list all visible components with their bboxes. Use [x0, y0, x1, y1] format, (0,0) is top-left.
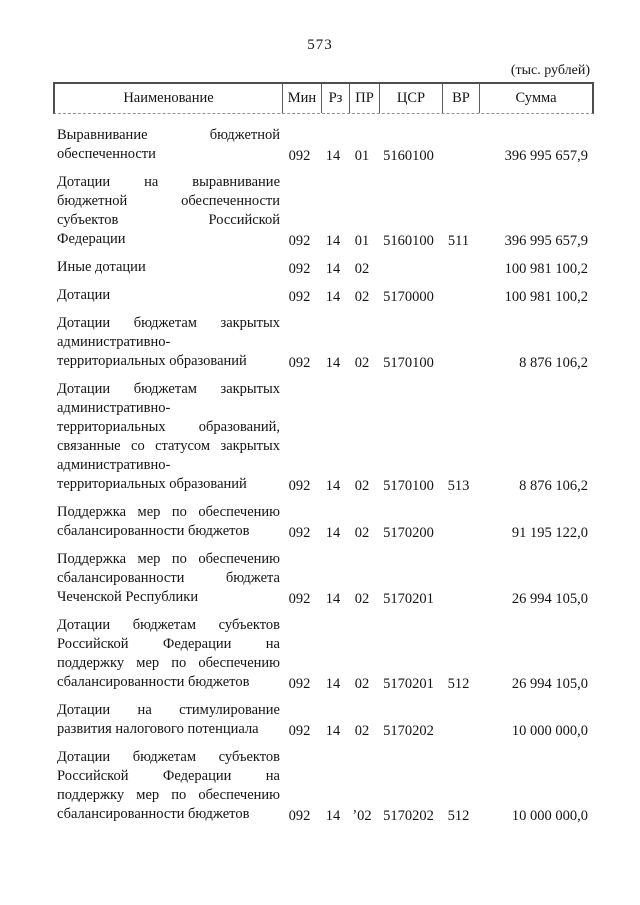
table-row [53, 550, 590, 607]
row-csr-cell: 5170100 [383, 355, 434, 371]
row-name-line: административно- [57, 400, 171, 416]
table-body [53, 114, 590, 824]
row-csr-cell: 5170100 [383, 478, 434, 494]
row-sum-cell: 396 995 657,9 [504, 233, 588, 249]
row-pr-cell: ʼ02 [352, 808, 372, 824]
row-rz-cell: 14 [325, 478, 341, 494]
table-header-row [53, 82, 594, 114]
row-pr-cell: 02 [354, 676, 370, 692]
row-rz-cell: 14 [325, 148, 341, 164]
table-row [53, 173, 590, 249]
row-name-line: Дотации [57, 287, 111, 303]
row-rz-cell: 14 [325, 723, 341, 739]
row-min-cell: 092 [288, 233, 311, 249]
row-csr-cell: 5170000 [383, 289, 434, 305]
row-rz-cell: 14 [325, 676, 341, 692]
row-sum-cell: 26 994 105,0 [511, 591, 588, 607]
row-name-line: Иные дотации [57, 259, 146, 275]
row-name-line: Дотации на стимулирование [57, 702, 280, 718]
row-name-line: территориальных образований, [57, 419, 280, 435]
row-pr-cell: 01 [354, 148, 370, 164]
row-name-line: поддержку мер по обеспечению [57, 787, 280, 803]
row-name-line: сбалансированности бюджетов [57, 674, 250, 690]
row-rz-cell: 14 [325, 261, 341, 277]
table-row [53, 748, 590, 824]
row-name-line: Чеченской Республики [57, 589, 199, 605]
row-min-cell: 092 [288, 148, 311, 164]
budget-table [53, 82, 594, 824]
row-name-line: Дотации на выравнивание [57, 174, 280, 190]
table-row [53, 258, 590, 277]
row-min-cell: 092 [288, 676, 311, 692]
column-header-pr: ПР [349, 84, 379, 113]
row-name-cell [53, 550, 280, 607]
row-name-line: обеспеченности [57, 146, 156, 162]
row-name-cell [53, 286, 280, 305]
row-rz-cell: 14 [325, 355, 341, 371]
row-sum-cell: 10 000 000,0 [511, 723, 588, 739]
row-sum-cell: 8 876 106,2 [519, 478, 588, 494]
row-pr-cell: 02 [354, 355, 370, 371]
row-name-line: сбалансированности бюджетов [57, 806, 250, 822]
row-name-line: Выравнивание бюджетной [57, 127, 280, 143]
row-pr-cell: 02 [354, 723, 370, 739]
row-rz-cell: 14 [325, 525, 341, 541]
row-name-line: поддержку мер по обеспечению [57, 655, 280, 671]
row-name-line: Дотации бюджетам субъектов [57, 749, 280, 765]
row-name-line: бюджетной обеспеченности [57, 193, 280, 209]
row-csr-cell: 5160100 [383, 233, 434, 249]
table-row [53, 126, 590, 164]
row-name-line: Поддержка мер по обеспечению [57, 504, 280, 520]
row-sum-cell: 100 981 100,2 [504, 289, 588, 305]
row-name-line: территориальных образований [57, 476, 247, 492]
row-name-cell [53, 173, 280, 249]
column-header-vr: ВР [442, 84, 479, 113]
row-vr-cell: 511 [447, 233, 470, 249]
table-row [53, 314, 590, 371]
row-name-line: Федерации [57, 231, 126, 247]
row-name-line: территориальных образований [57, 353, 247, 369]
row-csr-cell: 5170201 [383, 591, 434, 607]
row-vr-cell: 512 [447, 676, 470, 692]
row-rz-cell: 14 [325, 808, 341, 824]
table-row [53, 503, 590, 541]
table-row [53, 616, 590, 692]
row-pr-cell: 02 [354, 591, 370, 607]
row-pr-cell: 01 [354, 233, 370, 249]
row-name-line: связанные со статусом закрытых [57, 438, 280, 454]
row-name-line: Дотации бюджетам закрытых [57, 315, 280, 331]
column-header-rz: Рз [321, 84, 349, 113]
row-sum-cell: 100 981 100,2 [504, 261, 588, 277]
row-csr-cell: 5170202 [383, 808, 434, 824]
row-sum-cell: 26 994 105,0 [511, 676, 588, 692]
table-row [53, 380, 590, 494]
row-csr-cell: 5170200 [383, 525, 434, 541]
row-sum-cell: 10 000 000,0 [511, 808, 588, 824]
units-note: (тыс. рублей) [510, 63, 590, 78]
row-sum-cell: 91 195 122,0 [511, 525, 588, 541]
row-min-cell: 092 [288, 723, 311, 739]
row-name-line: Дотации бюджетам закрытых [57, 381, 280, 397]
column-header-csr: ЦСР [379, 84, 442, 113]
row-min-cell: 092 [288, 808, 311, 824]
row-min-cell: 092 [288, 355, 311, 371]
row-pr-cell: 02 [354, 261, 370, 277]
column-header-min: Мин [282, 84, 321, 113]
row-rz-cell: 14 [325, 591, 341, 607]
row-min-cell: 092 [288, 478, 311, 494]
row-name-cell [53, 126, 280, 164]
row-name-line: Российской Федерации на [57, 636, 280, 652]
row-vr-cell: 513 [447, 478, 470, 494]
row-csr-cell: 5160100 [383, 148, 434, 164]
row-name-line: сбалансированности бюджета [57, 570, 280, 586]
row-name-line: субъектов Российской [57, 212, 280, 228]
row-name-cell [53, 258, 280, 277]
row-csr-cell: 5170202 [383, 723, 434, 739]
row-name-line: административно- [57, 457, 171, 473]
row-name-line: Российской Федерации на [57, 768, 280, 784]
row-name-line: сбалансированности бюджетов [57, 523, 250, 539]
row-name-cell [53, 503, 280, 541]
row-pr-cell: 02 [354, 289, 370, 305]
page-number: 573 [307, 37, 333, 53]
row-vr-cell: 512 [447, 808, 470, 824]
row-min-cell: 092 [288, 261, 311, 277]
row-sum-cell: 396 995 657,9 [504, 148, 588, 164]
row-name-line: административно- [57, 334, 171, 350]
row-rz-cell: 14 [325, 289, 341, 305]
row-min-cell: 092 [288, 591, 311, 607]
row-name-line: Дотации бюджетам субъектов [57, 617, 280, 633]
row-pr-cell: 02 [354, 478, 370, 494]
row-name-cell [53, 748, 280, 824]
row-name-cell [53, 616, 280, 692]
row-name-cell [53, 701, 280, 739]
row-pr-cell: 02 [354, 525, 370, 541]
row-min-cell: 092 [288, 525, 311, 541]
row-rz-cell: 14 [325, 233, 341, 249]
row-csr-cell: 5170201 [383, 676, 434, 692]
row-name-line: Поддержка мер по обеспечению [57, 551, 280, 567]
row-name-cell [53, 380, 280, 494]
row-min-cell: 092 [288, 289, 311, 305]
row-name-cell [53, 314, 280, 371]
row-sum-cell: 8 876 106,2 [519, 355, 588, 371]
column-header-name: Наименование [123, 90, 214, 106]
table-row [53, 286, 590, 305]
row-name-line: развития налогового потенциала [57, 721, 259, 737]
column-header-sum: Сумма [479, 84, 592, 113]
table-row [53, 701, 590, 739]
